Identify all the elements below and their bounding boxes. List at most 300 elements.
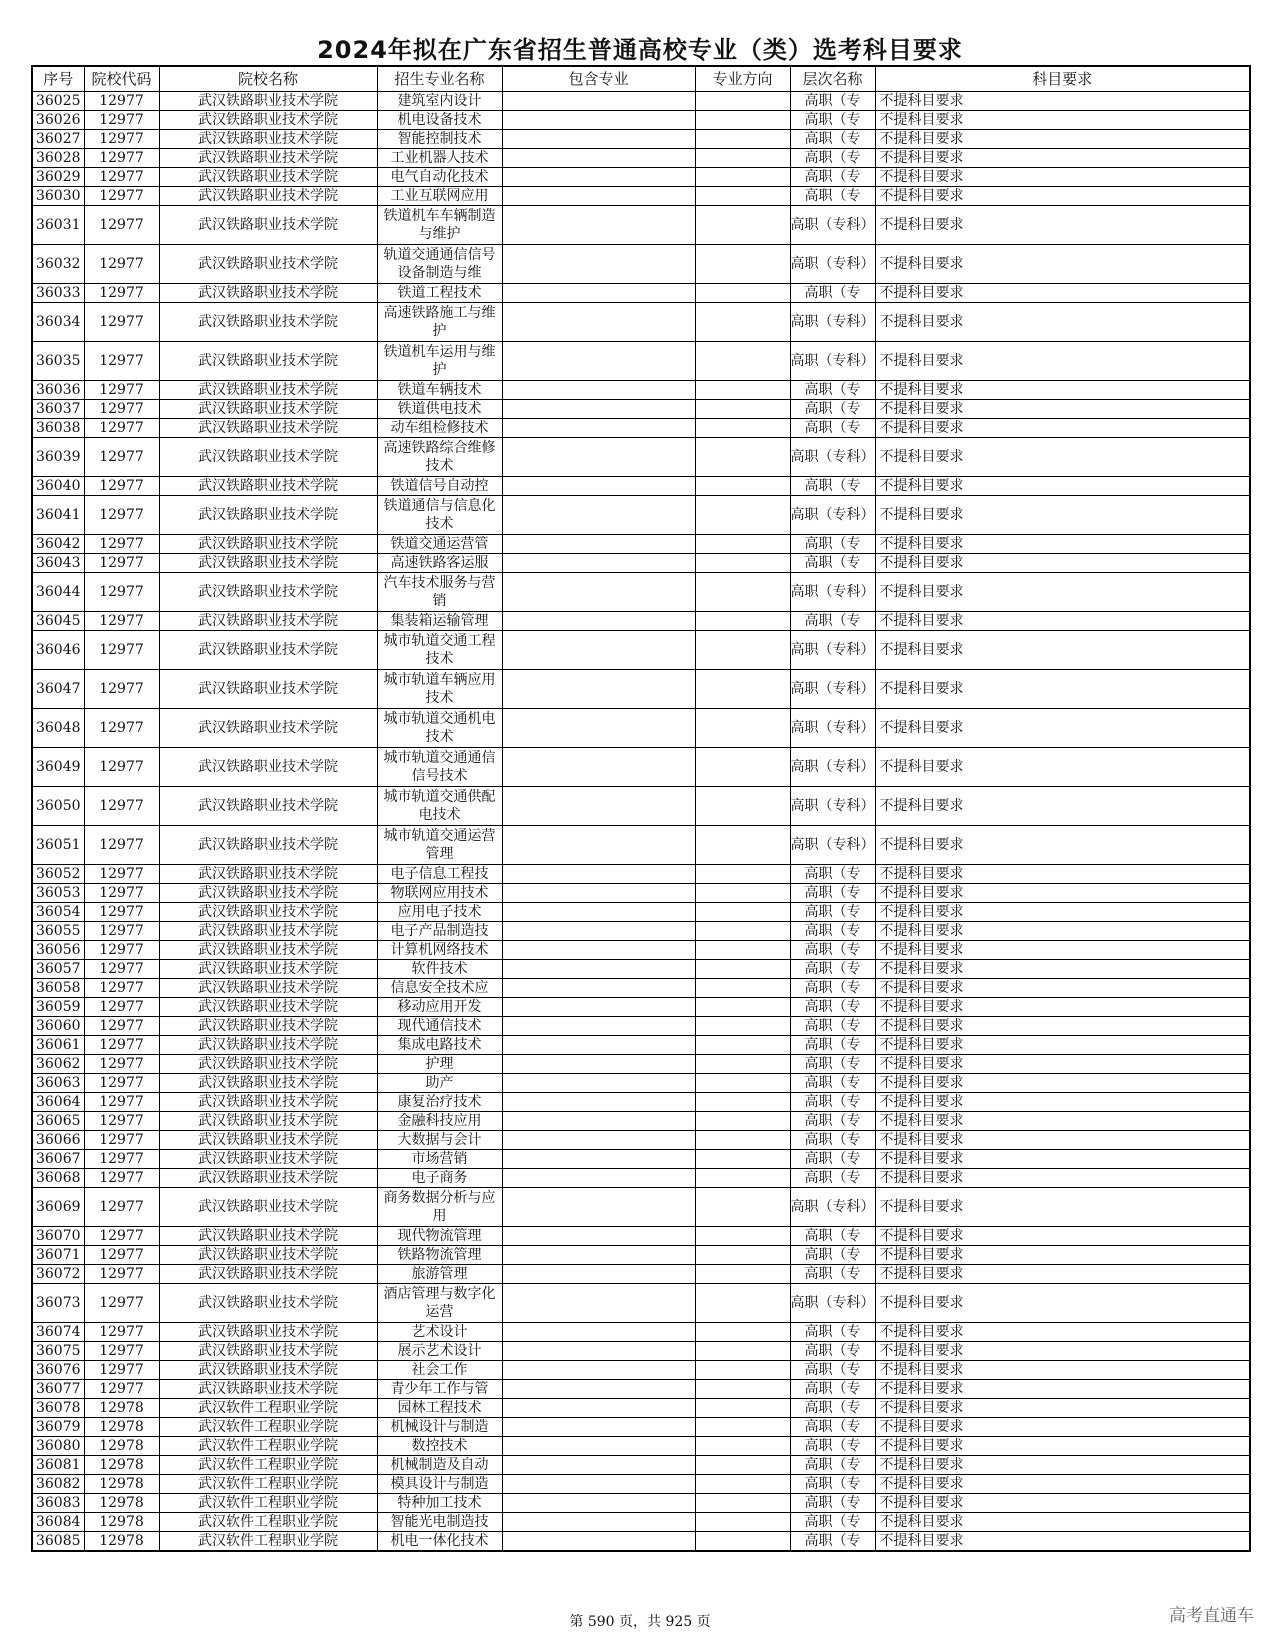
school-code: 12977 — [84, 1150, 159, 1169]
level-name: 高职（专 — [790, 1093, 875, 1112]
school-name: 武汉软件工程职业学院 — [159, 1399, 377, 1418]
school-name: 武汉铁路职业技术学院 — [159, 1284, 377, 1323]
level-name: 高职（专 — [790, 1112, 875, 1131]
row-number: 36064 — [32, 1093, 84, 1112]
included-majors — [502, 1342, 695, 1361]
row-number: 36031 — [32, 206, 84, 245]
table-row — [32, 1342, 1250, 1361]
row-number: 36062 — [32, 1055, 84, 1074]
column-header: 专业方向 — [695, 66, 790, 92]
subject-requirement: 不提科目要求 — [875, 573, 1250, 612]
subject-requirement: 不提科目要求 — [875, 1418, 1250, 1437]
major-direction — [695, 1532, 790, 1552]
school-code: 12977 — [84, 1323, 159, 1342]
table-row — [32, 1323, 1250, 1342]
subject-requirement: 不提科目要求 — [875, 1246, 1250, 1265]
included-majors — [502, 941, 695, 960]
school-code: 12977 — [84, 826, 159, 865]
row-number: 36038 — [32, 419, 84, 438]
school-name: 武汉铁路职业技术学院 — [159, 149, 377, 168]
major-direction — [695, 1494, 790, 1513]
major-name: 智能控制技术 — [377, 130, 502, 149]
school-code: 12978 — [84, 1532, 159, 1552]
school-name: 武汉铁路职业技术学院 — [159, 748, 377, 787]
school-code: 12977 — [84, 1188, 159, 1227]
included-majors — [502, 149, 695, 168]
level-name: 高职（专 — [790, 1150, 875, 1169]
table-row — [32, 1494, 1250, 1513]
row-number: 36057 — [32, 960, 84, 979]
school-name: 武汉铁路职业技术学院 — [159, 960, 377, 979]
subject-requirement: 不提科目要求 — [875, 342, 1250, 381]
major-name: 计算机网络技术 — [377, 941, 502, 960]
subject-requirement: 不提科目要求 — [875, 496, 1250, 535]
school-name: 武汉软件工程职业学院 — [159, 1475, 377, 1494]
level-name: 高职（专 — [790, 1418, 875, 1437]
included-majors — [502, 903, 695, 922]
subject-requirement: 不提科目要求 — [875, 130, 1250, 149]
included-majors — [502, 631, 695, 670]
column-header: 招生专业名称 — [377, 66, 502, 92]
row-number: 36076 — [32, 1361, 84, 1380]
table-row — [32, 149, 1250, 168]
school-name: 武汉铁路职业技术学院 — [159, 554, 377, 573]
major-direction — [695, 884, 790, 903]
school-code: 12977 — [84, 922, 159, 941]
level-name: 高职（专 — [790, 1323, 875, 1342]
row-number: 36048 — [32, 709, 84, 748]
level-name: 高职（专 — [790, 1265, 875, 1284]
subject-requirement: 不提科目要求 — [875, 1342, 1250, 1361]
major-direction — [695, 1074, 790, 1093]
major-direction — [695, 1380, 790, 1399]
school-name: 武汉铁路职业技术学院 — [159, 168, 377, 187]
school-name: 武汉铁路职业技术学院 — [159, 1361, 377, 1380]
subject-requirement: 不提科目要求 — [875, 865, 1250, 884]
school-code: 12977 — [84, 1284, 159, 1323]
major-name: 模具设计与制造 — [377, 1475, 502, 1494]
subject-requirement: 不提科目要求 — [875, 1532, 1250, 1552]
table-row — [32, 1475, 1250, 1494]
included-majors — [502, 1017, 695, 1036]
subject-requirement: 不提科目要求 — [875, 787, 1250, 826]
school-code: 12977 — [84, 941, 159, 960]
table-row — [32, 1437, 1250, 1456]
school-code: 12977 — [84, 92, 159, 111]
subject-requirement: 不提科目要求 — [875, 1112, 1250, 1131]
table-row — [32, 960, 1250, 979]
row-number: 36078 — [32, 1399, 84, 1418]
included-majors — [502, 1513, 695, 1532]
major-direction — [695, 1265, 790, 1284]
major-direction — [695, 1227, 790, 1246]
major-direction — [695, 168, 790, 187]
level-name: 高职（专 — [790, 1342, 875, 1361]
major-name: 城市轨道交通通信信号技术 — [377, 748, 502, 787]
level-name: 高职（专 — [790, 535, 875, 554]
school-name: 武汉铁路职业技术学院 — [159, 111, 377, 130]
major-name: 园林工程技术 — [377, 1399, 502, 1418]
major-direction — [695, 1513, 790, 1532]
included-majors — [502, 477, 695, 496]
school-name: 武汉铁路职业技术学院 — [159, 1093, 377, 1112]
table-row — [32, 884, 1250, 903]
row-number: 36081 — [32, 1456, 84, 1475]
subject-requirement: 不提科目要求 — [875, 960, 1250, 979]
row-number: 36075 — [32, 1342, 84, 1361]
major-direction — [695, 1093, 790, 1112]
major-name: 铁道机车车辆制造与维护 — [377, 206, 502, 245]
level-name: 高职（专 — [790, 1131, 875, 1150]
subject-requirement: 不提科目要求 — [875, 1188, 1250, 1227]
table-row — [32, 342, 1250, 381]
major-name: 康复治疗技术 — [377, 1093, 502, 1112]
row-number: 36034 — [32, 303, 84, 342]
school-name: 武汉铁路职业技术学院 — [159, 130, 377, 149]
included-majors — [502, 709, 695, 748]
column-header: 包含专业 — [502, 66, 695, 92]
school-name: 武汉铁路职业技术学院 — [159, 1227, 377, 1246]
major-direction — [695, 998, 790, 1017]
subject-requirement: 不提科目要求 — [875, 709, 1250, 748]
row-number: 36041 — [32, 496, 84, 535]
row-number: 36027 — [32, 130, 84, 149]
school-name: 武汉铁路职业技术学院 — [159, 1188, 377, 1227]
school-code: 12977 — [84, 1131, 159, 1150]
major-name: 护理 — [377, 1055, 502, 1074]
school-code: 12977 — [84, 1112, 159, 1131]
table-row — [32, 284, 1250, 303]
subject-requirement: 不提科目要求 — [875, 826, 1250, 865]
major-name: 城市轨道交通运营管理 — [377, 826, 502, 865]
row-number: 36043 — [32, 554, 84, 573]
row-number: 36035 — [32, 342, 84, 381]
school-code: 12977 — [84, 865, 159, 884]
subject-requirement: 不提科目要求 — [875, 1036, 1250, 1055]
row-number: 36050 — [32, 787, 84, 826]
school-name: 武汉铁路职业技术学院 — [159, 477, 377, 496]
included-majors — [502, 1532, 695, 1552]
subject-requirement: 不提科目要求 — [875, 535, 1250, 554]
school-code: 12977 — [84, 284, 159, 303]
row-number: 36080 — [32, 1437, 84, 1456]
row-number: 36042 — [32, 535, 84, 554]
subject-requirement: 不提科目要求 — [875, 1284, 1250, 1323]
school-code: 12977 — [84, 477, 159, 496]
school-name: 武汉铁路职业技术学院 — [159, 1074, 377, 1093]
subject-requirement: 不提科目要求 — [875, 419, 1250, 438]
table-row — [32, 1284, 1250, 1323]
level-name: 高职（专科） — [790, 496, 875, 535]
row-number: 36059 — [32, 998, 84, 1017]
included-majors — [502, 922, 695, 941]
major-direction — [695, 922, 790, 941]
row-number: 36060 — [32, 1017, 84, 1036]
major-name: 酒店管理与数字化运营 — [377, 1284, 502, 1323]
row-number: 36026 — [32, 111, 84, 130]
school-name: 武汉铁路职业技术学院 — [159, 1131, 377, 1150]
major-name: 城市轨道交通机电技术 — [377, 709, 502, 748]
included-majors — [502, 884, 695, 903]
major-name: 动车组检修技术 — [377, 419, 502, 438]
row-number: 36071 — [32, 1246, 84, 1265]
school-code: 12977 — [84, 554, 159, 573]
school-name: 武汉铁路职业技术学院 — [159, 1150, 377, 1169]
level-name: 高职（专 — [790, 381, 875, 400]
major-name: 城市轨道车辆应用技术 — [377, 670, 502, 709]
table-row — [32, 1399, 1250, 1418]
school-name: 武汉铁路职业技术学院 — [159, 1265, 377, 1284]
row-number: 36040 — [32, 477, 84, 496]
included-majors — [502, 245, 695, 284]
school-name: 武汉铁路职业技术学院 — [159, 400, 377, 419]
school-name: 武汉软件工程职业学院 — [159, 1513, 377, 1532]
major-name: 智能光电制造技 — [377, 1513, 502, 1532]
major-name: 机械设计与制造 — [377, 1418, 502, 1437]
level-name: 高职（专 — [790, 960, 875, 979]
included-majors — [502, 1169, 695, 1188]
major-name: 助产 — [377, 1074, 502, 1093]
school-code: 12978 — [84, 1475, 159, 1494]
level-name: 高职（专 — [790, 1055, 875, 1074]
level-name: 高职（专 — [790, 1513, 875, 1532]
row-number: 36063 — [32, 1074, 84, 1093]
table-row — [32, 1513, 1250, 1532]
level-name: 高职（专 — [790, 1532, 875, 1552]
column-header: 院校名称 — [159, 66, 377, 92]
major-direction — [695, 206, 790, 245]
school-name: 武汉铁路职业技术学院 — [159, 187, 377, 206]
subject-requirement: 不提科目要求 — [875, 111, 1250, 130]
level-name: 高职（专 — [790, 922, 875, 941]
school-name: 武汉铁路职业技术学院 — [159, 1055, 377, 1074]
level-name: 高职（专 — [790, 612, 875, 631]
major-direction — [695, 111, 790, 130]
page-title: 2024年拟在广东省招生普通高校专业（类）选考科目要求 — [317, 36, 963, 64]
major-direction — [695, 979, 790, 998]
included-majors — [502, 1437, 695, 1456]
school-name: 武汉铁路职业技术学院 — [159, 1380, 377, 1399]
table-row — [32, 477, 1250, 496]
included-majors — [502, 826, 695, 865]
subject-requirement: 不提科目要求 — [875, 149, 1250, 168]
included-majors — [502, 342, 695, 381]
table-row — [32, 612, 1250, 631]
row-number: 36028 — [32, 149, 84, 168]
major-name: 展示艺术设计 — [377, 1342, 502, 1361]
subject-requirement: 不提科目要求 — [875, 1169, 1250, 1188]
school-code: 12977 — [84, 1017, 159, 1036]
major-name: 应用电子技术 — [377, 903, 502, 922]
school-name: 武汉铁路职业技术学院 — [159, 245, 377, 284]
subject-requirement: 不提科目要求 — [875, 1150, 1250, 1169]
major-name: 特种加工技术 — [377, 1494, 502, 1513]
school-name: 武汉铁路职业技术学院 — [159, 998, 377, 1017]
level-name: 高职（专 — [790, 979, 875, 998]
school-code: 12977 — [84, 1246, 159, 1265]
school-code: 12977 — [84, 998, 159, 1017]
table-row — [32, 903, 1250, 922]
level-name: 高职（专 — [790, 1437, 875, 1456]
school-code: 12977 — [84, 884, 159, 903]
level-name: 高职（专 — [790, 187, 875, 206]
level-name: 高职（专科） — [790, 206, 875, 245]
level-name: 高职（专 — [790, 400, 875, 419]
row-number: 36052 — [32, 865, 84, 884]
major-direction — [695, 1131, 790, 1150]
school-code: 12977 — [84, 130, 159, 149]
major-name: 数控技术 — [377, 1437, 502, 1456]
major-name: 铁道信号自动控 — [377, 477, 502, 496]
included-majors — [502, 1150, 695, 1169]
table-row — [32, 1456, 1250, 1475]
school-code: 12977 — [84, 1169, 159, 1188]
included-majors — [502, 1494, 695, 1513]
table-row — [32, 1131, 1250, 1150]
row-number: 36083 — [32, 1494, 84, 1513]
school-name: 武汉铁路职业技术学院 — [159, 1036, 377, 1055]
subject-requirement: 不提科目要求 — [875, 670, 1250, 709]
major-name: 机电一体化技术 — [377, 1532, 502, 1552]
school-name: 武汉铁路职业技术学院 — [159, 865, 377, 884]
table-row — [32, 573, 1250, 612]
level-name: 高职（专 — [790, 1399, 875, 1418]
major-name: 集装箱运输管理 — [377, 612, 502, 631]
table-row — [32, 998, 1250, 1017]
school-code: 12977 — [84, 960, 159, 979]
major-name: 艺术设计 — [377, 1323, 502, 1342]
table-row — [32, 496, 1250, 535]
brand-label: 高考直通车 — [1169, 1606, 1254, 1626]
included-majors — [502, 419, 695, 438]
table-row — [32, 979, 1250, 998]
major-direction — [695, 1150, 790, 1169]
row-number: 36053 — [32, 884, 84, 903]
school-name: 武汉铁路职业技术学院 — [159, 670, 377, 709]
school-code: 12977 — [84, 979, 159, 998]
major-name: 机电设备技术 — [377, 111, 502, 130]
row-number: 36056 — [32, 941, 84, 960]
major-direction — [695, 554, 790, 573]
major-direction — [695, 187, 790, 206]
subject-requirement: 不提科目要求 — [875, 1361, 1250, 1380]
row-number: 36067 — [32, 1150, 84, 1169]
school-code: 12977 — [84, 1342, 159, 1361]
level-name: 高职（专 — [790, 1494, 875, 1513]
school-code: 12977 — [84, 748, 159, 787]
table-row — [32, 922, 1250, 941]
major-direction — [695, 573, 790, 612]
school-code: 12977 — [84, 612, 159, 631]
included-majors — [502, 381, 695, 400]
major-direction — [695, 438, 790, 477]
school-code: 12977 — [84, 111, 159, 130]
subject-requirement: 不提科目要求 — [875, 1055, 1250, 1074]
major-name: 现代通信技术 — [377, 1017, 502, 1036]
major-name: 信息安全技术应 — [377, 979, 502, 998]
major-direction — [695, 1361, 790, 1380]
row-number: 36085 — [32, 1532, 84, 1552]
major-direction — [695, 535, 790, 554]
row-number: 36061 — [32, 1036, 84, 1055]
table-row — [32, 245, 1250, 284]
major-name: 电子产品制造技 — [377, 922, 502, 941]
subject-requirement: 不提科目要求 — [875, 187, 1250, 206]
row-number: 36036 — [32, 381, 84, 400]
subject-requirement: 不提科目要求 — [875, 922, 1250, 941]
major-name: 汽车技术服务与营销 — [377, 573, 502, 612]
school-code: 12977 — [84, 1265, 159, 1284]
major-direction — [695, 670, 790, 709]
row-number: 36037 — [32, 400, 84, 419]
included-majors — [502, 748, 695, 787]
school-code: 12978 — [84, 1513, 159, 1532]
major-direction — [695, 787, 790, 826]
table-row — [32, 1265, 1250, 1284]
major-name: 轨道交通通信信号设备制造与维 — [377, 245, 502, 284]
column-header: 科目要求 — [875, 66, 1250, 92]
school-name: 武汉铁路职业技术学院 — [159, 1323, 377, 1342]
major-direction — [695, 1112, 790, 1131]
included-majors — [502, 1284, 695, 1323]
table-row — [32, 1227, 1250, 1246]
included-majors — [502, 1418, 695, 1437]
row-number: 36039 — [32, 438, 84, 477]
level-name: 高职（专 — [790, 477, 875, 496]
table-row — [32, 1532, 1250, 1552]
school-name: 武汉铁路职业技术学院 — [159, 342, 377, 381]
table-row — [32, 670, 1250, 709]
row-number: 36065 — [32, 1112, 84, 1131]
major-name: 大数据与会计 — [377, 1131, 502, 1150]
row-number: 36049 — [32, 748, 84, 787]
level-name: 高职（专 — [790, 1169, 875, 1188]
level-name: 高职（专 — [790, 941, 875, 960]
major-direction — [695, 960, 790, 979]
included-majors — [502, 1475, 695, 1494]
school-code: 12977 — [84, 381, 159, 400]
school-code: 12977 — [84, 1055, 159, 1074]
included-majors — [502, 787, 695, 826]
included-majors — [502, 1036, 695, 1055]
major-direction — [695, 826, 790, 865]
major-name: 市场营销 — [377, 1150, 502, 1169]
major-direction — [695, 748, 790, 787]
row-number: 36079 — [32, 1418, 84, 1437]
major-direction — [695, 342, 790, 381]
row-number: 36045 — [32, 612, 84, 631]
table-row — [32, 1093, 1250, 1112]
table-row — [32, 1361, 1250, 1380]
level-name: 高职（专 — [790, 554, 875, 573]
level-name: 高职（专科） — [790, 631, 875, 670]
included-majors — [502, 1456, 695, 1475]
school-code: 12977 — [84, 187, 159, 206]
subject-requirement: 不提科目要求 — [875, 1131, 1250, 1150]
subject-requirement: 不提科目要求 — [875, 477, 1250, 496]
table-row — [32, 1017, 1250, 1036]
row-number: 36051 — [32, 826, 84, 865]
major-direction — [695, 1475, 790, 1494]
table-row — [32, 1418, 1250, 1437]
major-name: 物联网应用技术 — [377, 884, 502, 903]
school-name: 武汉软件工程职业学院 — [159, 1418, 377, 1437]
school-name: 武汉铁路职业技术学院 — [159, 631, 377, 670]
major-direction — [695, 284, 790, 303]
level-name: 高职（专 — [790, 1246, 875, 1265]
major-name: 集成电路技术 — [377, 1036, 502, 1055]
table-row — [32, 554, 1250, 573]
